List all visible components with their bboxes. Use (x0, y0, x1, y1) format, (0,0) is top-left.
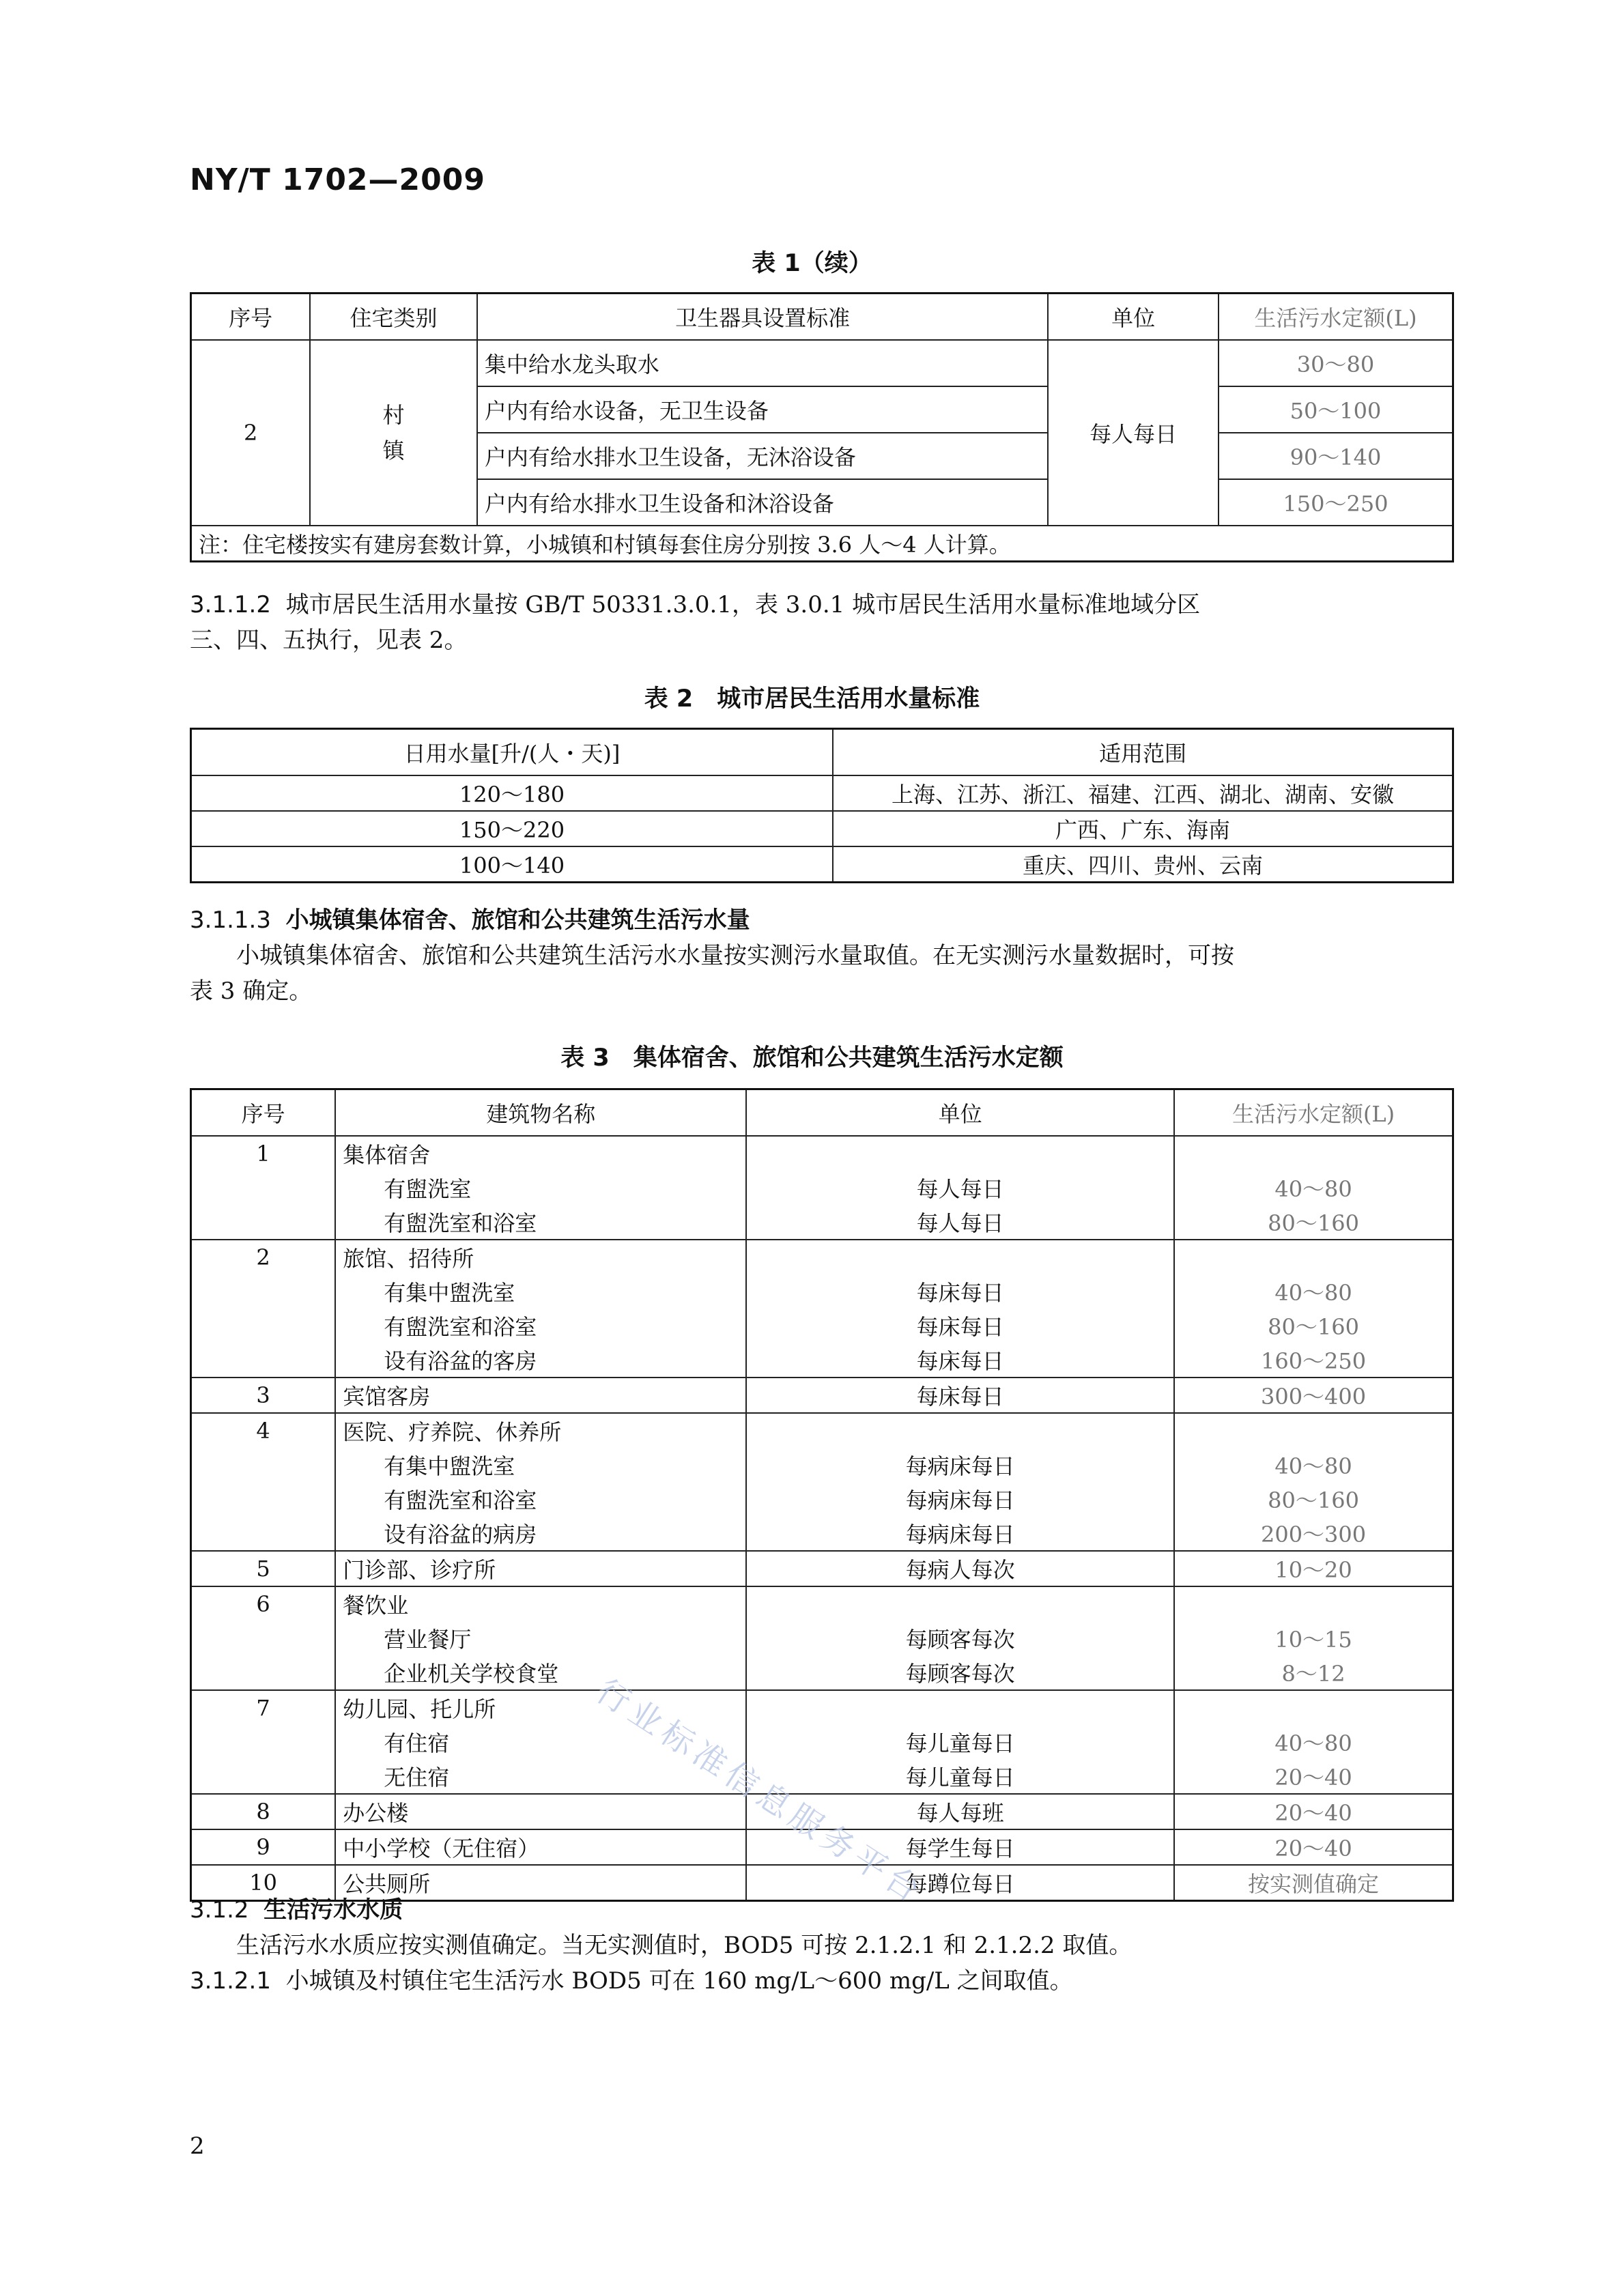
table3-header-row (191, 1089, 1453, 1137)
table2-header-row (191, 729, 1453, 776)
table3-building-name: 企业机关学校食堂 (335, 1655, 746, 1690)
table2-header: 适用范围 (833, 729, 1453, 776)
table3-building-name: 门诊部、诊疗所 (335, 1551, 746, 1586)
table3-unit: 每学生每日 (746, 1829, 1174, 1865)
table2-amount: 120～180 (191, 775, 834, 811)
table2-amount: 150～220 (191, 811, 834, 846)
table3-row-no (191, 1205, 336, 1240)
table1-header-row (191, 294, 1453, 341)
table3-row (191, 1655, 1453, 1690)
table3-quota: 80～160 (1174, 1482, 1453, 1516)
table3-quota (1174, 1136, 1453, 1171)
clause-number: 3.1.1.3 (190, 907, 271, 934)
clause-text: 表 3 确定。 (190, 977, 313, 1005)
table3-unit: 每人每班 (746, 1794, 1174, 1829)
table1-standard: 户内有给水排水卫生设备和沐浴设备 (477, 479, 1049, 526)
table3-row-no (191, 1274, 336, 1309)
page-number: 2 (190, 2132, 205, 2160)
table3-quota (1174, 1586, 1453, 1621)
table3-building-name: 营业餐厅 (335, 1621, 746, 1655)
table1-category: 村 镇 (310, 340, 477, 526)
table3-building-name: 宾馆客房 (335, 1378, 746, 1413)
table3-row (191, 1621, 1453, 1655)
table1-unit: 每人每日 (1048, 340, 1219, 526)
table3-row-no (191, 1655, 336, 1690)
table2-scope: 重庆、四川、贵州、云南 (833, 846, 1453, 883)
table3-row (191, 1171, 1453, 1205)
table2-row (191, 811, 1453, 846)
table3-building-name: 有住宿 (335, 1725, 746, 1759)
table3-building-name: 有盥洗室和浴室 (335, 1205, 746, 1240)
table3-row (191, 1725, 1453, 1759)
table3-quota: 40～80 (1174, 1448, 1453, 1482)
clause-text: 三、四、五执行，见表 2。 (190, 627, 468, 654)
table3-quota: 20～40 (1174, 1829, 1453, 1865)
table3-unit (746, 1136, 1174, 1171)
table3-row (191, 1378, 1453, 1413)
table3-quota: 80～160 (1174, 1309, 1453, 1343)
table1-note: 注：住宅楼按实有建房套数计算，小城镇和村镇每套住房分别按 3.6 人～4 人计算。 (191, 526, 1453, 562)
table3-header: 建筑物名称 (335, 1089, 746, 1137)
table1-quota: 150～250 (1219, 479, 1453, 526)
table1-header: 生活污水定额(L) (1219, 294, 1453, 341)
table3-unit: 每床每日 (746, 1274, 1174, 1309)
table3-row (191, 1240, 1453, 1274)
table3-unit: 每床每日 (746, 1343, 1174, 1378)
table3-quota: 40～80 (1174, 1274, 1453, 1309)
table3-row-no (191, 1621, 336, 1655)
table3-row-no (191, 1725, 336, 1759)
table3-quota: 10～20 (1174, 1551, 1453, 1586)
table3-unit (746, 1413, 1174, 1448)
table1-quota: 90～140 (1219, 433, 1453, 479)
table3-quota: 10～15 (1174, 1621, 1453, 1655)
table3-quota: 20～40 (1174, 1759, 1453, 1794)
table2-row (191, 846, 1453, 883)
watermark-text: 行业标准信息服务平台 (589, 1672, 931, 1913)
table3-caption: 表 3 集体宿舍、旅馆和公共建筑生活污水定额 (560, 1044, 1064, 1072)
table3-row-no: 10 (191, 1865, 336, 1901)
table3-unit: 每病床每日 (746, 1482, 1174, 1516)
clause-number: 3.1.2.1 (190, 1967, 271, 1995)
table3-unit: 每人每日 (746, 1171, 1174, 1205)
table3-unit: 每儿童每日 (746, 1725, 1174, 1759)
table3-building-name: 中小学校（无住宿） (335, 1829, 746, 1865)
table3-building-name: 有盥洗室和浴室 (335, 1482, 746, 1516)
table1-header: 序号 (191, 294, 311, 341)
table3-quota: 40～80 (1174, 1171, 1453, 1205)
table3-quota: 160～250 (1174, 1343, 1453, 1378)
table3-quota: 200～300 (1174, 1516, 1453, 1551)
table3-building-name: 办公楼 (335, 1794, 746, 1829)
table2-scope: 上海、江苏、浙江、福建、江西、湖北、湖南、安徽 (833, 775, 1453, 811)
table3-row (191, 1448, 1453, 1482)
table3-quota (1174, 1413, 1453, 1448)
table3-building-name: 无住宿 (335, 1759, 746, 1794)
table3-building-name: 医院、疗养院、休养所 (335, 1413, 746, 1448)
table3-quota: 按实测值确定 (1174, 1865, 1453, 1901)
table3-row-no (191, 1516, 336, 1551)
table3-unit: 每病床每日 (746, 1448, 1174, 1482)
table3-building-name: 有盥洗室和浴室 (335, 1309, 746, 1343)
table2-scope: 广西、广东、海南 (833, 811, 1453, 846)
table3-quota (1174, 1240, 1453, 1274)
table3-row-no (191, 1171, 336, 1205)
table3-quota: 80～160 (1174, 1205, 1453, 1240)
table3-header: 序号 (191, 1089, 336, 1137)
table3-row (191, 1551, 1453, 1586)
table3-row (191, 1759, 1453, 1794)
table1-standard: 户内有给水排水卫生设备，无沐浴设备 (477, 433, 1049, 479)
clause-number: 3.1.2 (190, 1896, 249, 1924)
clause-text: 小城镇及村镇住宅生活污水 BOD5 可在 160 mg/L～600 mg/L 之间取值。 (285, 1967, 1073, 1995)
table3-quota: 20～40 (1174, 1794, 1453, 1829)
clause-title: 小城镇集体宿舍、旅馆和公共建筑生活污水量 (285, 907, 750, 934)
table3-unit: 每蹲位每日 (746, 1865, 1174, 1901)
table3-row (191, 1516, 1453, 1551)
standard-code: NY/T 1702—2009 (190, 162, 486, 197)
clause-title: 生活污水水质 (263, 1896, 403, 1924)
clause-text: 城市居民生活用水量按 GB/T 50331.3.0.1，表 3.0.1 城市居民生活用水量标准地域分区 (285, 591, 1201, 618)
table3-unit: 每病人每次 (746, 1551, 1174, 1586)
table3-row (191, 1309, 1453, 1343)
table2-amount: 100～140 (191, 846, 834, 883)
table3-row-no: 3 (191, 1378, 336, 1413)
table3-unit: 每儿童每日 (746, 1759, 1174, 1794)
table3-row (191, 1205, 1453, 1240)
table3-building-name: 餐饮业 (335, 1586, 746, 1621)
table1-header: 卫生器具设置标准 (477, 294, 1049, 341)
table3-unit (746, 1240, 1174, 1274)
table3-row-no (191, 1759, 336, 1794)
table3-row (191, 1690, 1453, 1725)
table3-building-name: 设有浴盆的客房 (335, 1343, 746, 1378)
clause-text: 小城镇集体宿舍、旅馆和公共建筑生活污水水量按实测污水量取值。在无实测污水量数据时，可按 (236, 942, 1234, 969)
table3-row-no: 7 (191, 1690, 336, 1725)
table3-building-name: 有集中盥洗室 (335, 1274, 746, 1309)
table3-row-no (191, 1448, 336, 1482)
table3-unit (746, 1690, 1174, 1725)
table1-row-no: 2 (191, 340, 311, 526)
table3-row (191, 1274, 1453, 1309)
table3-row (191, 1482, 1453, 1516)
table3-quota: 40～80 (1174, 1725, 1453, 1759)
table3-row-no (191, 1343, 336, 1378)
table3-unit (746, 1586, 1174, 1621)
table1-quota: 30～80 (1219, 340, 1453, 386)
table1-standard: 户内有给水设备，无卫生设备 (477, 386, 1049, 433)
table3-header: 单位 (746, 1089, 1174, 1137)
table3-row (191, 1343, 1453, 1378)
table3-row (191, 1413, 1453, 1448)
table3-quota: 8～12 (1174, 1655, 1453, 1690)
table2-row (191, 775, 1453, 811)
table3-building-name: 幼儿园、托儿所 (335, 1690, 746, 1725)
table3-row-no (191, 1309, 336, 1343)
table3-row-no: 6 (191, 1586, 336, 1621)
table3-row-no: 4 (191, 1413, 336, 1448)
table3-unit: 每病床每日 (746, 1516, 1174, 1551)
table3-building-name: 有集中盥洗室 (335, 1448, 746, 1482)
table3-row-no: 8 (191, 1794, 336, 1829)
table3-row-no: 5 (191, 1551, 336, 1586)
table1-caption: 表 1（续） (752, 250, 872, 277)
table2-caption: 表 2 城市居民生活用水量标准 (644, 685, 980, 713)
table1-quota: 50～100 (1219, 386, 1453, 433)
table3-building-name: 旅馆、招待所 (335, 1240, 746, 1274)
table3-header: 生活污水定额(L) (1174, 1089, 1453, 1137)
table1 (190, 292, 1454, 562)
table1-standard: 集中给水龙头取水 (477, 340, 1049, 386)
table3-row-no: 2 (191, 1240, 336, 1274)
table3-row-no: 1 (191, 1136, 336, 1171)
table3-unit: 每顾客每次 (746, 1655, 1174, 1690)
table3-quota: 300～400 (1174, 1378, 1453, 1413)
table3-quota (1174, 1690, 1453, 1725)
clause-3-1-1-2 (190, 587, 1454, 658)
table1-header: 单位 (1048, 294, 1219, 341)
table3-unit: 每床每日 (746, 1378, 1174, 1413)
table2-header: 日用水量[升/(人・天)] (191, 729, 834, 776)
clause-text: 生活污水水质应按实测值确定。当无实测值时，BOD5 可按 2.1.2.1 和 2.1.2.2 取值。 (236, 1932, 1132, 1959)
table3-row-no (191, 1482, 336, 1516)
clause-number: 3.1.1.2 (190, 591, 271, 618)
clause-3-1-2 (190, 1892, 1454, 1999)
table3-unit: 每顾客每次 (746, 1621, 1174, 1655)
table3 (190, 1088, 1454, 1902)
table3-building-name: 设有浴盆的病房 (335, 1516, 746, 1551)
table1-note-row (191, 526, 1453, 562)
table3-building-name: 有盥洗室 (335, 1171, 746, 1205)
table3-unit: 每人每日 (746, 1205, 1174, 1240)
table3-row (191, 1586, 1453, 1621)
table2 (190, 728, 1454, 883)
table3-building-name: 集体宿舍 (335, 1136, 746, 1171)
table3-row (191, 1136, 1453, 1171)
clause-3-1-1-3 (190, 902, 1454, 1009)
table3-unit: 每床每日 (746, 1309, 1174, 1343)
table1-header: 住宅类别 (310, 294, 477, 341)
table3-building-name: 公共厕所 (335, 1865, 746, 1901)
table3-row-no: 9 (191, 1829, 336, 1865)
table1-row (191, 340, 1453, 386)
